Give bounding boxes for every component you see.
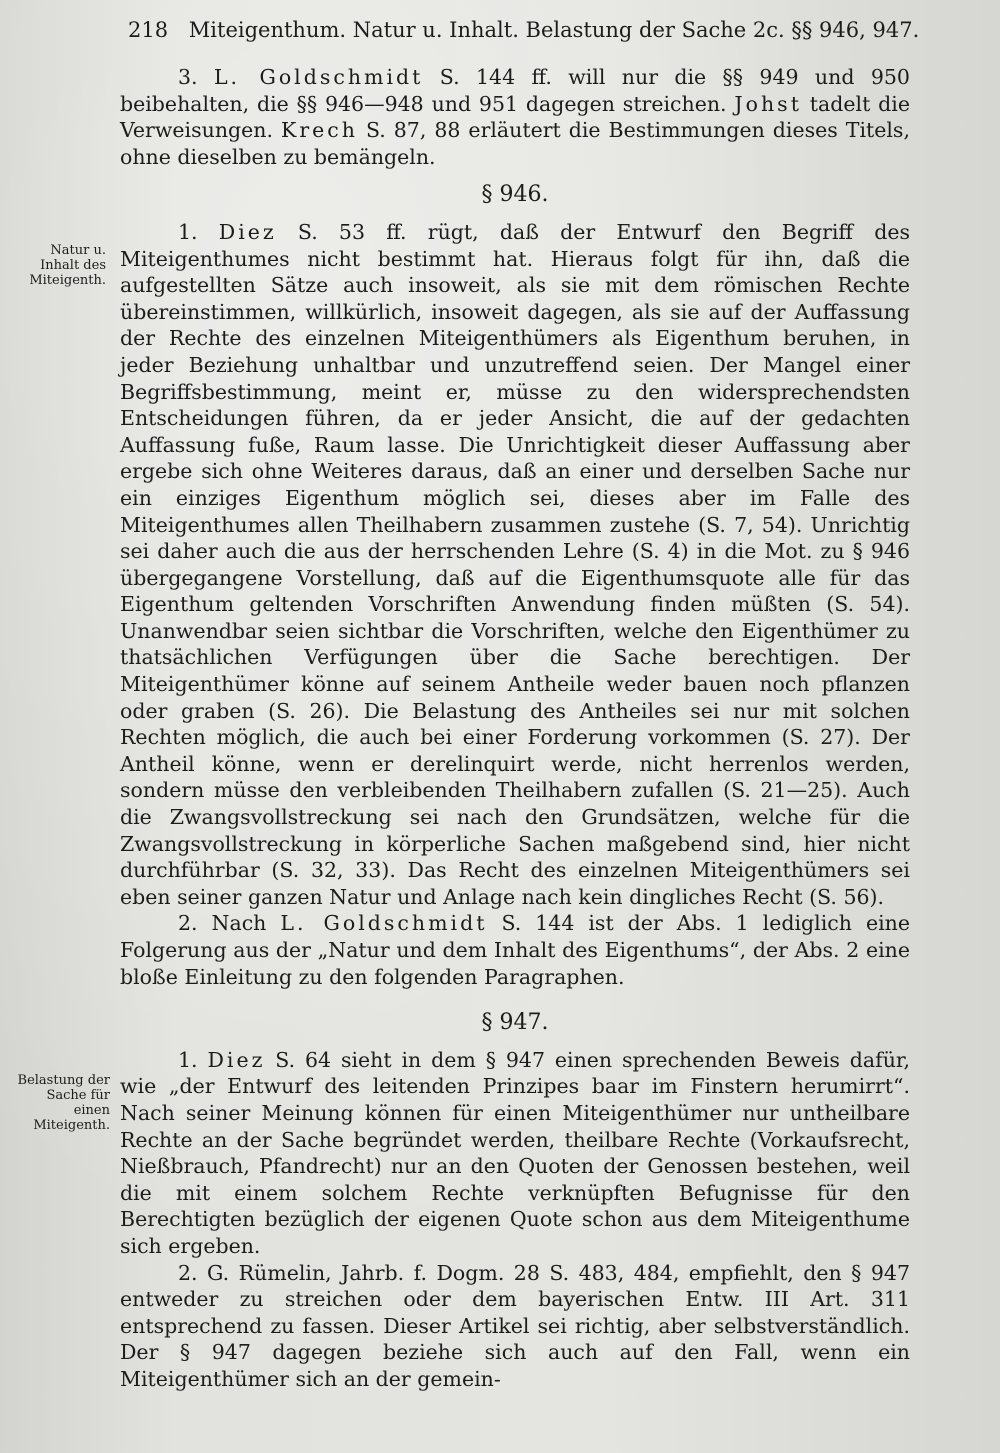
body-text <box>120 64 910 1393</box>
paragraph-946-2: 2. Nach L. Goldschmidt S. 144 ist der Abs. 1 lediglich eine Folgerung aus der „Natur und dem Inhalt des Eigenthums“, der Abs. 2 eine bloße Einleitung zu den folgenden Paragraphen. <box>120 911 910 989</box>
margin-note-946: Natur u. Inhalt des Miteigenth. <box>29 243 106 288</box>
section-heading-946: § 946. <box>481 182 549 208</box>
paragraph-947-2: 2. G. Rümelin, Jahrb. f. Dogm. 28 S. 483, 484, empfiehlt, den § 947 entweder zu streichen oder dem bayerischen Entw. III Art. 311 entsprechend zu fassen. Dieser Artikel sei richtig, aber selbstverständlich. Der § 947 dagegen beziehe sich auch auf den Fall, wenn ein Miteigenthümer sich an der gemein- <box>120 1260 910 1391</box>
page-number: 218 <box>128 18 169 42</box>
paragraph-947-1: 1. Diez S. 64 sieht in dem § 947 einen sprechenden Beweis dafür, wie „der Entwurf des leitenden Prinzipes baar im Finstern herumirrt“. Nach seiner Meinung können für einen Miteigenthümer nur untheilbare Rechte an der Sache begründet werden, theilbare Rechte (Vorkaufsrecht, Nießbrauch, Pfandrecht) nur an den Quoten der Genossen bestehen, weil die mit einem solchem Rechte verknüpften Befugnisse für den Berechtigten bezüglich der eigenen Quote schon aus dem Miteigenthume sich ergeben. <box>120 1047 910 1258</box>
section-heading-947: § 947. <box>481 1010 549 1036</box>
running-title: Miteigenthum. Natur u. Inhalt. Belastung der Sache 2c. §§ 946, 947. <box>188 18 920 42</box>
margin-note-947: Belastung der Sache für einen Miteigenth. <box>17 1073 110 1133</box>
paragraph-946-1: 1. Diez S. 53 ff. rügt, daß der Entwurf den Begriff des Miteigenthumes nicht bestimmt hat. Hieraus folgt für ihn, daß die aufgestellten Sätze auch insoweit, als sie mit dem römischen Rechte übereinstimmen, willkürlich, insoweit dagegen, als sie auf der Auffassung der Rechte des einzelnen Miteigenthümers als Eigenthum beruhen, in jeder Beziehung unhaltbar und unzutreffend seien. Der Mangel einer Begriffsbestimmung, meint er, müsse zu den widersprechendsten Entscheidungen führen, da er jeder Ansicht, die auf der gedachten Auffassung fuße, Raum lasse. Die Unrichtigkeit dieser Auffassung aber ergebe sich ohne Weiteres daraus, daß an einer und derselben Sache nur ein einziges Eigenthum möglich sei, dieses aber im Falle des Miteigenthumes allen Theilhabern zusammen zustehe (S. 7, 54). Unrichtig sei daher auch die aus der herrschenden Lehre (S. 4) in die Mot. zu § 946 übergegangene Vorstellung, daß auf die Eigenthumsquote alle für das Eigenthum geltenden Vorschriften Anwendung finden müßten (S. 54). Unanwendbar seien sichtbar die Vorschriften, welche den Eigenthümer zu thatsächlichen Verfügungen über die Sache berechtigen. Der Miteigenthümer könne auf seinem Antheile weder bauen noch pflanzen oder graben (S. 26). Die Belastung des Antheiles sei nur mit solchen Rechten möglich, die auch bei einer Forderung vorkommen (S. 27). Der Antheil könne, wenn er derelinquirt werde, nicht herrenlos werden, sondern müsse den verbleibenden Theilhabern zufallen (S. 21—25). Auch die Zwangsvollstreckung sei nach den Grundsätzen, welche für die Zwangsvollstreckung in körperliche Sachen maßgebend sind, hier nicht durchführbar (S. 32, 33). Das Recht des einzelnen Miteigenthümers sei eben seiner ganzen Natur und Anlage nach kein dingliches Recht (S. 56). <box>120 219 910 909</box>
paragraph-intro: 3. L. Goldschmidt S. 144 ff. will nur die §§ 949 und 950 beibehalten, die §§ 946—948 und 951 dagegen streichen. Johst tadelt die Verweisungen. Krech S. 87, 88 erläutert die Bestimmungen dieses Titels, ohne dieselben zu bemängeln. <box>120 65 910 169</box>
running-header <box>128 18 920 42</box>
